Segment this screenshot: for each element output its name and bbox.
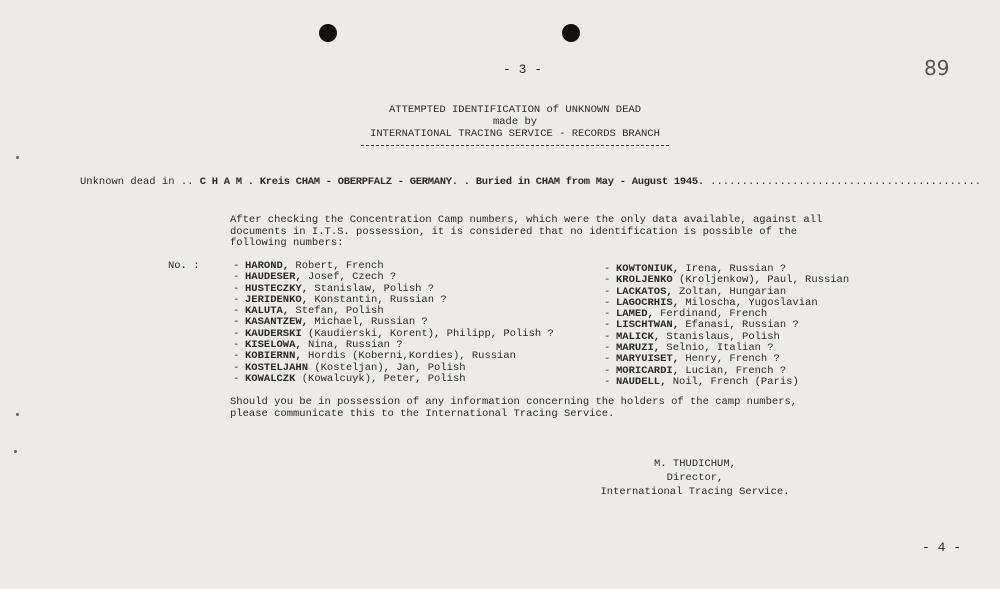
names-right-column (604, 264, 849, 388)
unknown-dead-dots: ........................................... (710, 176, 982, 188)
name-entry: - MARYUISET, Henry, French ? (604, 353, 780, 366)
name-entry: - NAUDELL, Noil, French (Paris) (604, 375, 799, 388)
name-entry: - KOBIERNN, Hordis (Koberni,Kordies), Russian (233, 350, 516, 363)
name-entry: - KROLJENKO (Kroljenkow), Paul, Russian (604, 274, 850, 287)
document-heading (315, 104, 715, 140)
name-entry: - JERIDENKO, Konstantin, Russian ? (233, 293, 447, 306)
name-entry: - KOWTONIUK, Irena, Russian ? (604, 263, 787, 275)
margin-mark (16, 413, 19, 416)
name-entry: - KOSTELJAHN (Kosteljan), Jan, Polish (233, 361, 466, 374)
handwritten-page-number: 89 (924, 56, 950, 80)
heading-line-2: made by (492, 116, 538, 128)
unknown-dead-location: C H A M . Kreis CHAM - OBERPFALZ - GERMANY. . Buried in CHAM from May - August 1945. (199, 176, 704, 188)
heading-line-3: INTERNATIONAL TRACING SERVICE - RECORDS BRANCH (370, 128, 660, 140)
unknown-dead-prefix: Unknown dead in .. (80, 176, 194, 188)
name-entry: - LAGOCRHIS, Miloscha, Yugoslavian (604, 296, 818, 309)
name-entry: - MORICARDI, Lucian, French ? (604, 364, 787, 377)
name-entry: - HAUDESER, Josef, Czech ? (233, 271, 397, 284)
name-entry: - KASANTZEW, Michael, Russian ? (233, 316, 428, 329)
punch-hole-left (319, 24, 337, 42)
name-entry: - KALUTA, Stefan, Polish (233, 305, 384, 318)
name-entry: - KISELOWA, Nina, Russian ? (233, 339, 403, 352)
page-number: - 3 - (503, 62, 543, 77)
name-entry: - HUSTECZKY, Stanislaw, Polish ? (233, 282, 435, 295)
signatory-name: M. THUDICHUM, (654, 458, 736, 470)
name-entry: - LACKATOS, Zoltan, Hungarian (604, 285, 787, 298)
signatory-organization: International Tracing Service. (600, 486, 790, 498)
intro-paragraph: After checking the Concentration Camp numbers, which were the only data available, against all documents in I.T.S. possession, it is considered that no identification is possible of the following numbers: (230, 214, 823, 249)
signatory-title: Director, (666, 472, 724, 484)
margin-mark (16, 156, 19, 159)
unknown-dead-line (80, 176, 981, 188)
margin-mark (14, 450, 17, 453)
punch-hole-right (562, 24, 580, 42)
signature-block (585, 457, 805, 499)
no-label: No. : (168, 260, 200, 272)
name-entry: - HAROND, Robert, French (233, 260, 384, 272)
heading-underline (361, 145, 669, 146)
name-entry: - LISCHTWAN, Efanasi, Russian ? (604, 319, 799, 332)
name-entry: - MARUZI, Selnio, Italian ? (604, 342, 774, 355)
names-left-column (233, 261, 554, 385)
heading-line-1: ATTEMPTED IDENTIFICATION of UNKNOWN DEAD (388, 104, 642, 116)
closing-paragraph: Should you be in possession of any information concerning the holders of the camp numbers, please communicate this to the International Tracing Service. (230, 396, 798, 420)
name-entry: - KAUDERSKI (Kaudierski, Korent), Philipp, Polish ? (233, 327, 554, 340)
name-entry: - KOWALCZK (Kowalcuyk), Peter, Polish (233, 372, 466, 385)
next-page-marker: - 4 - (922, 540, 962, 555)
name-entry: - MALICK, Stanislaus, Polish (604, 330, 780, 343)
name-entry: - LAMED, Ferdinand, French (604, 308, 768, 321)
